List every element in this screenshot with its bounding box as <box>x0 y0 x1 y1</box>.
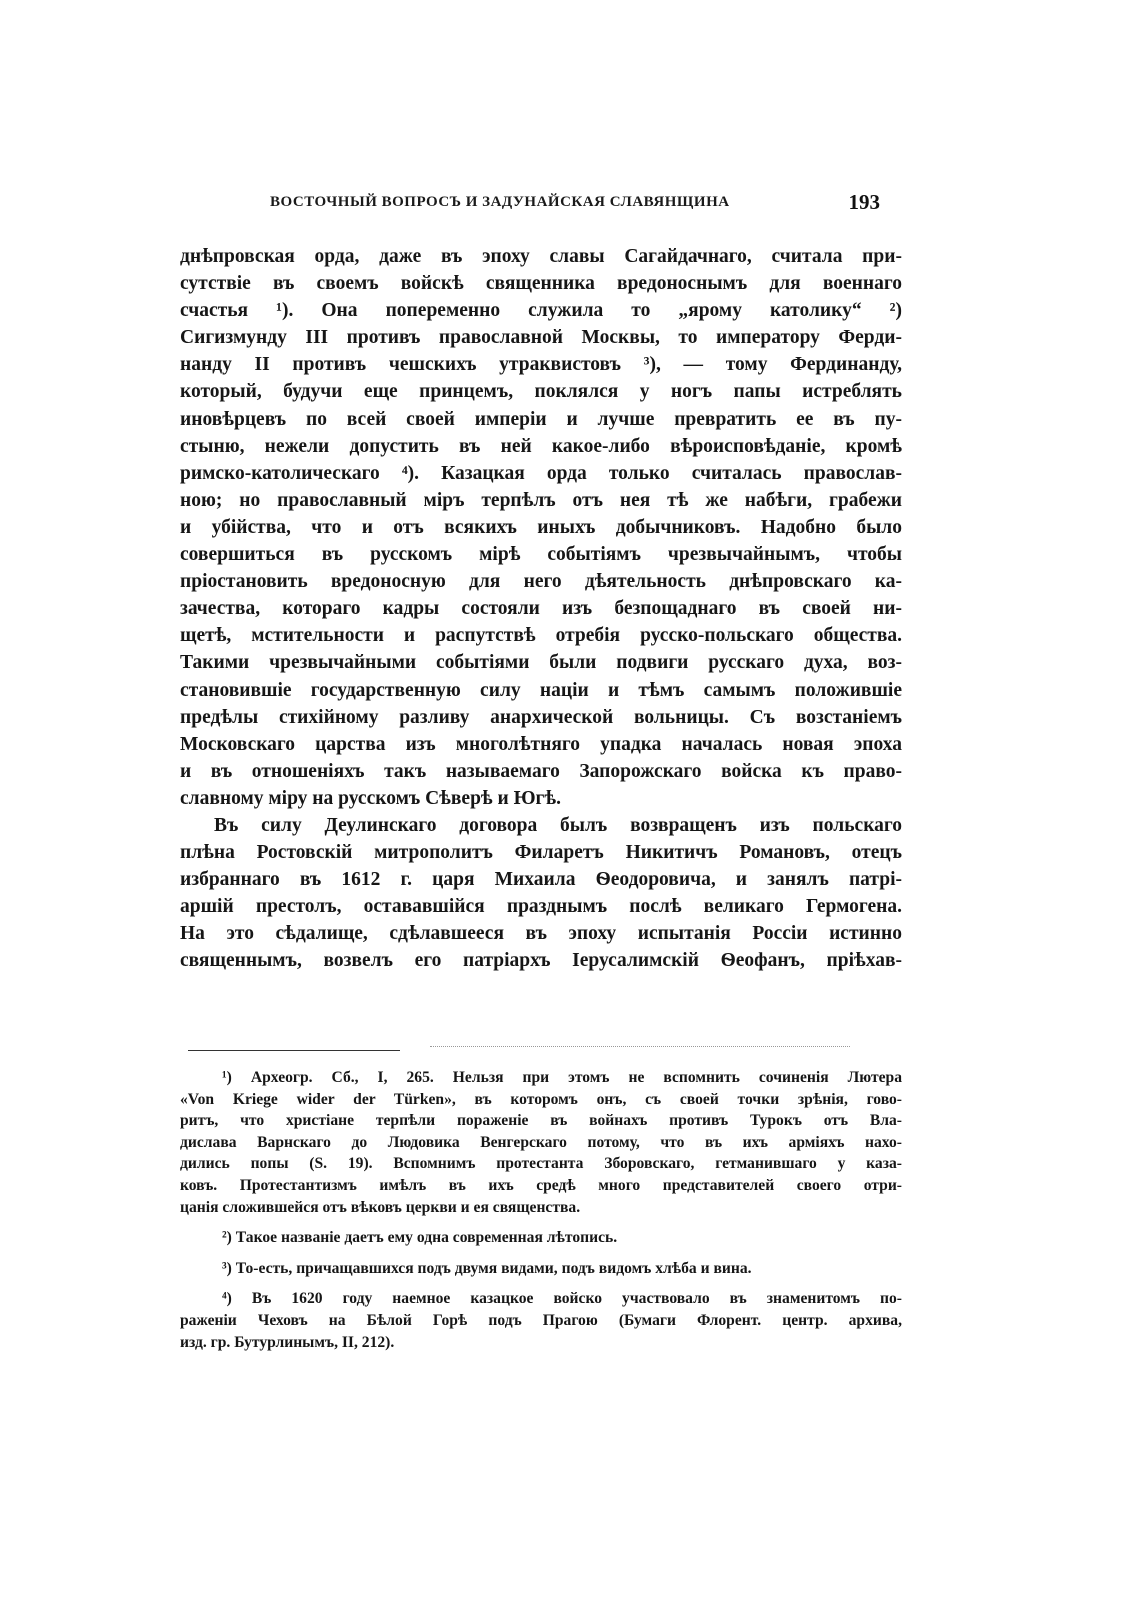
text-line: плѣна Ростовскій митрополитъ Филаретъ Никитичъ Романовъ, отецъ <box>180 842 902 864</box>
footnote-line: ²) Такое названіе даетъ ему одна современная лѣтопись. <box>222 1229 618 1247</box>
text-line: становившіе государственную силу націи и тѣмъ самымъ положившіе <box>180 679 902 701</box>
text-line: иновѣрцевъ по всей своей имперіи и лучше превратить ее въ пу- <box>180 408 902 430</box>
note-spacing <box>180 1218 902 1227</box>
text-line: нанду II противъ чешскихъ утраквистовъ ³), — тому Фердинанду, <box>180 354 902 376</box>
text-line: Въ силу Деулинскаго договора былъ возвращенъ изъ польскаго <box>214 814 902 836</box>
text-line: священнымъ, возвелъ его патріархъ Іерусалимскій Ѳеофанъ, пріѣхав- <box>180 950 902 972</box>
footnote-line: ритъ, что христіане терпѣли пораженіе въ войнахъ противъ Турокъ отъ Вла- <box>180 1112 902 1130</box>
text-line: римско-католическаго ⁴). Казацкая орда только считалась православ- <box>180 462 902 484</box>
text-line: сутствіе въ своемъ войскѣ священника вредоноснымъ для военнаго <box>180 273 902 295</box>
running-head <box>180 190 900 220</box>
footnote-line: изд. гр. Бутурлинымъ, II, 212). <box>180 1333 395 1351</box>
footnote-line: цанія сложившейся отъ вѣковъ церкви и ея священства. <box>180 1198 581 1216</box>
text-line: аршій престолъ, остававшійся празднымъ послѣ великаго Гермогена. <box>180 896 902 918</box>
text-line: пріостановить вредоносную для него дѣятельность днѣпровскаго ка- <box>180 571 902 593</box>
text-line: Такими чрезвычайными событіями были подвиги русскаго духа, воз- <box>180 652 902 674</box>
running-title: ВОСТОЧНЫЙ ВОПРОСЪ И ЗАДУНАЙСКАЯ СЛАВЯНЩИНА <box>270 194 730 210</box>
text-line: и убійства, что и отъ всякихъ иныхъ добычниковъ. Надобно было <box>180 516 902 538</box>
text-line: стыню, нежели допустить въ ней какое-либо вѣроисповѣданіе, кромѣ <box>180 435 902 457</box>
main-text <box>180 243 902 975</box>
page-number: 193 <box>848 190 880 214</box>
text-line: ною; но православный міръ терпѣлъ отъ нея тѣ же набѣги, грабежи <box>180 489 902 511</box>
text-line: счастья ¹). Она попеременно служила то „ярому католику“ ²) <box>180 300 902 322</box>
text-line: избраннаго въ 1612 г. царя Михаила Ѳеодоровича, и занялъ патрі- <box>180 869 902 891</box>
footnotes <box>180 1067 902 1353</box>
footnote-line: «Von Kriege wider der Türken», въ которомъ онъ, съ своей точки зрѣнія, гово- <box>180 1090 902 1108</box>
text-line: который, будучи еще принцемъ, поклялся у ногъ папы истреблять <box>180 381 902 403</box>
text-line: и въ отношеніяхъ такъ называемаго Запорожскаго войска къ право- <box>180 760 902 782</box>
footnote-line: раженіи Чеховъ на Бѣлой Горѣ подъ Прагою (Бумаги Флорент. центр. архива, <box>180 1311 902 1329</box>
text-line: славному міру на русскомъ Сѣверѣ и Югѣ. <box>180 787 561 809</box>
text-line: днѣпровская орда, даже въ эпоху славы Сагайдачнаго, считала при- <box>180 246 902 267</box>
footnote-line: ковъ. Протестантизмъ имѣлъ въ ихъ средѣ много представителей своего отри- <box>180 1176 902 1194</box>
print-bleed-dots <box>430 1046 850 1047</box>
text-line: На это сѣдалище, сдѣлавшееся въ эпоху испытанія Россіи истинно <box>180 923 902 945</box>
text-line: Сигизмунду III противъ православной Москвы, то императору Ферди- <box>180 327 902 349</box>
text-line: предѣлы стихійному разливу анархической вольницы. Съ возстаніемъ <box>180 706 902 728</box>
text-line: зачества, котораго кадры состояли изъ безпощаднаго въ своей ни- <box>180 598 902 620</box>
text-line: совершиться въ русскомъ мірѣ событіямъ чрезвычайнымъ, чтобы <box>180 544 902 566</box>
footnote-line: ³) То-есть, причащавшихся подъ двумя видами, подъ видомъ хлѣба и вина. <box>222 1259 752 1277</box>
note-spacing <box>180 1249 902 1258</box>
footnote-rule <box>188 1050 400 1051</box>
text-line: Московскаго царства изъ многолѣтняго упадка началась новая эпоха <box>180 733 902 755</box>
footnote-line: ¹) Археогр. Сб., I, 265. Нельзя при этомъ не вспомнить сочиненія Лютера <box>222 1069 902 1086</box>
footnote-line: дислава Варнскаго до Людовика Венгерскаго потому, что въ ихъ арміяхъ нахо- <box>180 1133 902 1151</box>
footnote-line: ⁴) Въ 1620 году наемное казацкое войско участвовало въ знаменитомъ по- <box>222 1290 902 1308</box>
footnote-line: дились попы (S. 19). Вспомнимъ протестанта Зборовскаго, гетманившаго у каза- <box>180 1155 902 1173</box>
note-spacing <box>180 1279 902 1288</box>
text-line: щетѣ, мстительности и распутствѣ отребія русско-польскаго общества. <box>180 625 902 647</box>
